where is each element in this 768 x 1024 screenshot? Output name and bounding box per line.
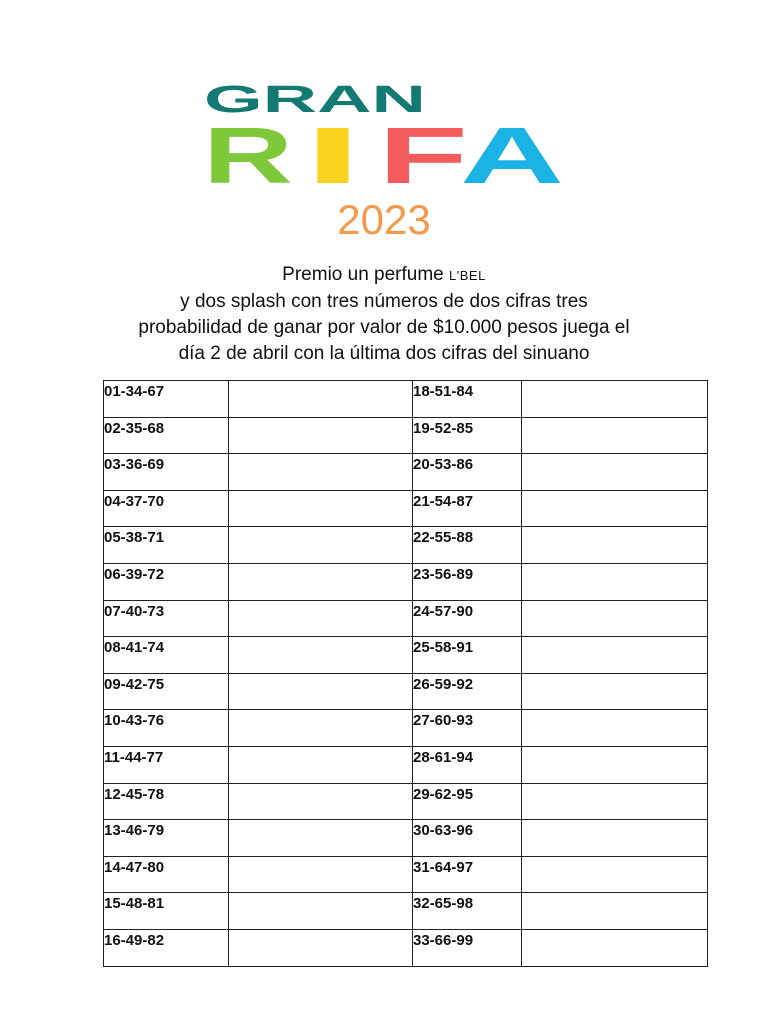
year-2023: 2023 bbox=[337, 196, 431, 243]
name-blank-cell bbox=[522, 746, 708, 783]
table-row bbox=[104, 710, 708, 747]
prize-description bbox=[90, 262, 678, 367]
name-blank-cell bbox=[522, 820, 708, 857]
ticket-number: 30-63-96 bbox=[413, 820, 522, 857]
name-blank-cell bbox=[229, 490, 413, 527]
ticket-number: 04-37-70 bbox=[104, 490, 229, 527]
name-blank-cell bbox=[522, 600, 708, 637]
ticket-number: 05-38-71 bbox=[104, 527, 229, 564]
name-blank-cell bbox=[229, 929, 413, 966]
ticket-number: 28-61-94 bbox=[413, 746, 522, 783]
ticket-number: 25-58-91 bbox=[413, 637, 522, 674]
name-blank-cell bbox=[229, 856, 413, 893]
ticket-number: 21-54-87 bbox=[413, 490, 522, 527]
name-blank-cell bbox=[229, 637, 413, 674]
table-row bbox=[104, 600, 708, 637]
table-row bbox=[104, 381, 708, 418]
ticket-number: 02-35-68 bbox=[104, 417, 229, 454]
ticket-number: 03-36-69 bbox=[104, 454, 229, 491]
name-blank-cell bbox=[522, 527, 708, 564]
logo-letter-r: R bbox=[203, 111, 293, 200]
ticket-number: 23-56-89 bbox=[413, 563, 522, 600]
table-row bbox=[104, 746, 708, 783]
ticket-number: 01-34-67 bbox=[104, 381, 229, 418]
name-blank-cell bbox=[229, 783, 413, 820]
name-blank-cell bbox=[229, 381, 413, 418]
logo-letter-i: I bbox=[303, 111, 363, 200]
ticket-number: 11-44-77 bbox=[104, 746, 229, 783]
table-row bbox=[104, 673, 708, 710]
name-blank-cell bbox=[522, 454, 708, 491]
name-blank-cell bbox=[229, 417, 413, 454]
table-row bbox=[104, 893, 708, 930]
table-row bbox=[104, 417, 708, 454]
description-line-1 bbox=[90, 262, 678, 289]
ticket-number: 19-52-85 bbox=[413, 417, 522, 454]
name-blank-cell bbox=[229, 454, 413, 491]
table-row bbox=[104, 856, 708, 893]
name-blank-cell bbox=[522, 710, 708, 747]
table-row bbox=[104, 637, 708, 674]
ticket-number: 12-45-78 bbox=[104, 783, 229, 820]
description-prefix: Premio un perfume bbox=[282, 264, 450, 285]
name-blank-cell bbox=[522, 381, 708, 418]
name-blank-cell bbox=[229, 563, 413, 600]
ticket-number: 27-60-93 bbox=[413, 710, 522, 747]
name-blank-cell bbox=[522, 563, 708, 600]
table-row bbox=[104, 820, 708, 857]
raffle-numbers-table bbox=[103, 380, 708, 967]
ticket-number: 18-51-84 bbox=[413, 381, 522, 418]
name-blank-cell bbox=[229, 893, 413, 930]
ticket-number: 06-39-72 bbox=[104, 563, 229, 600]
name-blank-cell bbox=[229, 820, 413, 857]
name-blank-cell bbox=[522, 417, 708, 454]
ticket-number: 29-62-95 bbox=[413, 783, 522, 820]
name-blank-cell bbox=[229, 673, 413, 710]
ticket-number: 20-53-86 bbox=[413, 454, 522, 491]
name-blank-cell bbox=[522, 673, 708, 710]
ticket-number: 14-47-80 bbox=[104, 856, 229, 893]
description-line-3: probabilidad de ganar por valor de $10.000 pesos juega el bbox=[138, 317, 630, 338]
table-row bbox=[104, 527, 708, 564]
ticket-number: 24-57-90 bbox=[413, 600, 522, 637]
ticket-number: 10-43-76 bbox=[104, 710, 229, 747]
name-blank-cell bbox=[522, 490, 708, 527]
ticket-number: 13-46-79 bbox=[104, 820, 229, 857]
ticket-number: 22-55-88 bbox=[413, 527, 522, 564]
name-blank-cell bbox=[522, 637, 708, 674]
logo-letter-a: A bbox=[460, 111, 564, 200]
ticket-number: 26-59-92 bbox=[413, 673, 522, 710]
table-row bbox=[104, 563, 708, 600]
ticket-number: 08-41-74 bbox=[104, 637, 229, 674]
name-blank-cell bbox=[522, 893, 708, 930]
name-blank-cell bbox=[229, 527, 413, 564]
ticket-number: 33-66-99 bbox=[413, 929, 522, 966]
description-line-2: y dos splash con tres números de dos cifras tres bbox=[180, 291, 588, 312]
table-row bbox=[104, 929, 708, 966]
ticket-number: 32-65-98 bbox=[413, 893, 522, 930]
ticket-number: 07-40-73 bbox=[104, 600, 229, 637]
name-blank-cell bbox=[229, 600, 413, 637]
name-blank-cell bbox=[522, 929, 708, 966]
logo-gran: GRAN bbox=[204, 80, 426, 121]
ticket-number: 31-64-97 bbox=[413, 856, 522, 893]
table-row bbox=[104, 783, 708, 820]
ticket-number: 16-49-82 bbox=[104, 929, 229, 966]
name-blank-cell bbox=[229, 746, 413, 783]
description-line-4: día 2 de abril con la última dos cifras del sinuano bbox=[178, 343, 590, 364]
name-blank-cell bbox=[522, 856, 708, 893]
ticket-number: 09-42-75 bbox=[104, 673, 229, 710]
logo-letter-f: F bbox=[378, 111, 468, 200]
name-blank-cell bbox=[522, 783, 708, 820]
name-blank-cell bbox=[229, 710, 413, 747]
brand-lbel: L'BEL bbox=[449, 268, 486, 283]
table-row bbox=[104, 454, 708, 491]
table-row bbox=[104, 490, 708, 527]
ticket-number: 15-48-81 bbox=[104, 893, 229, 930]
